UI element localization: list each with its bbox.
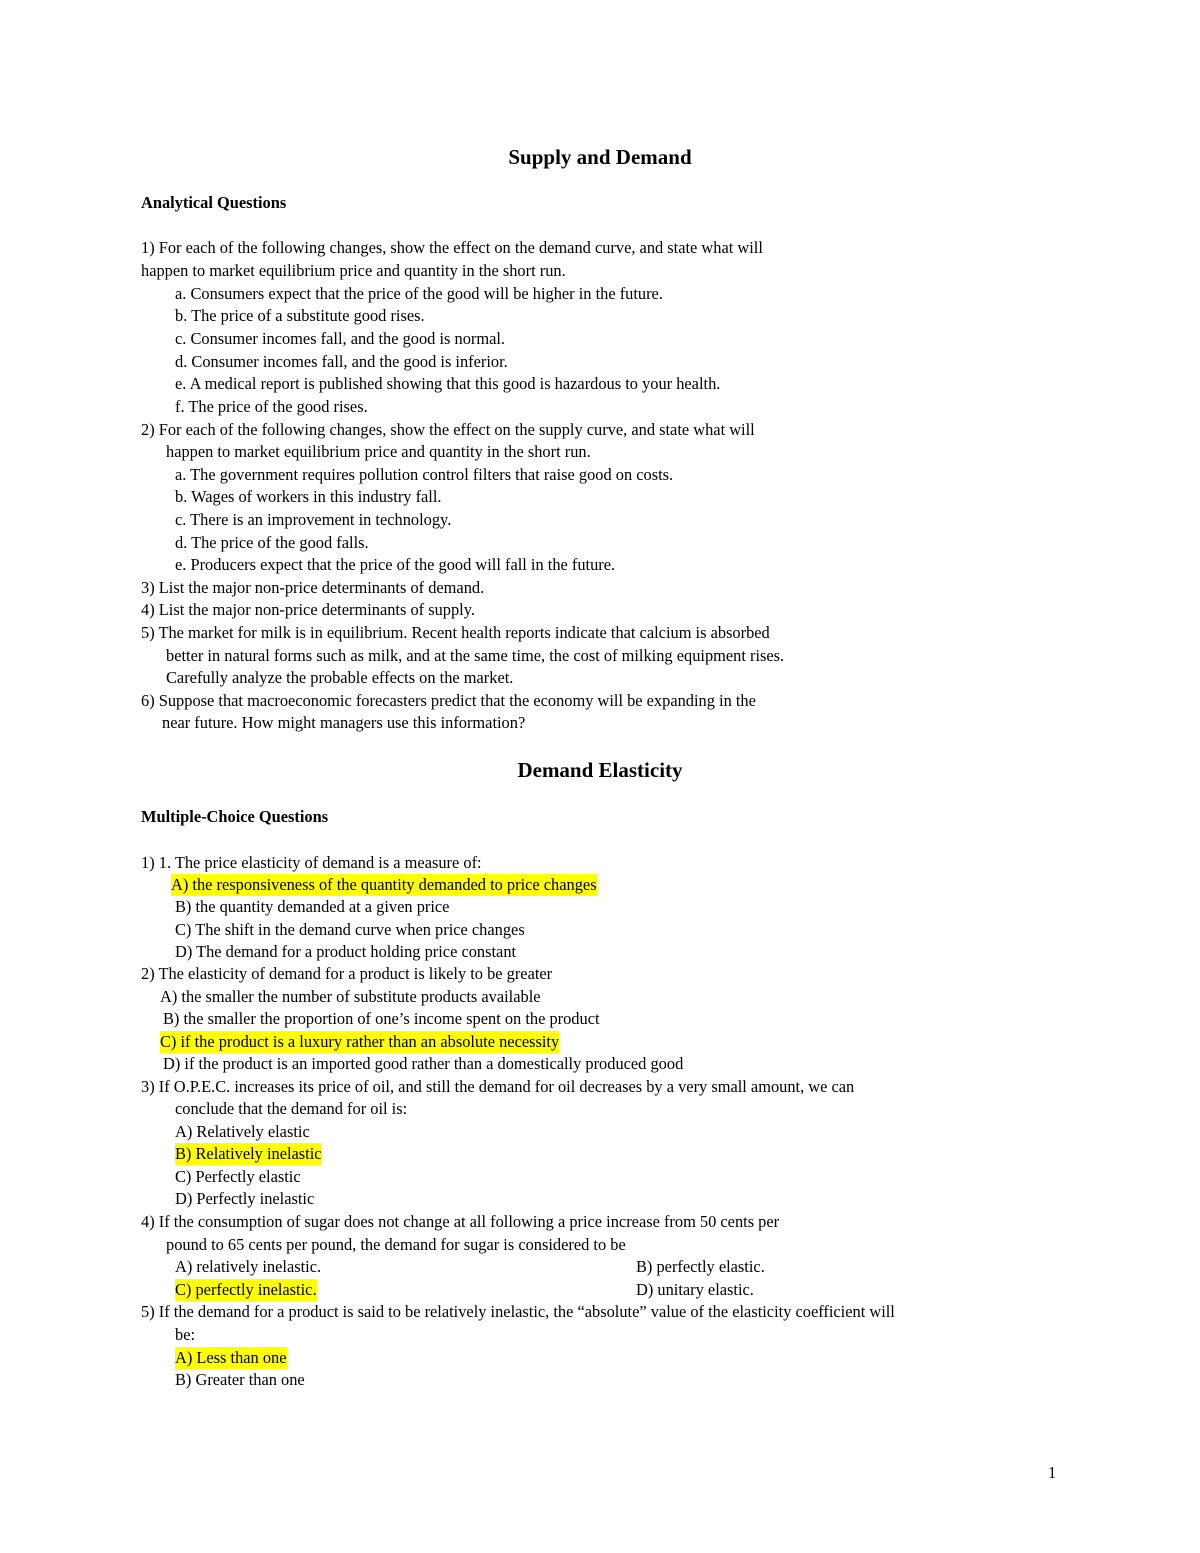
option-line: b. Wages of workers in this industry fall.: [175, 487, 442, 506]
question-line: near future. How might managers use this information?: [162, 713, 526, 732]
question-line: Carefully analyze the probable effects on the market.: [166, 668, 514, 687]
section-title-elasticity: Demand Elasticity: [517, 758, 683, 782]
option-line: d. Consumer incomes fall, and the good is inferior.: [175, 352, 508, 371]
question-line: 4) If the consumption of sugar does not change at all following a price increase from 50 cents per: [141, 1212, 780, 1231]
option-line: e. Producers expect that the price of the good will fall in the future.: [175, 555, 616, 574]
answer-highlighted: C) perfectly inelastic.: [175, 1280, 317, 1299]
option-line: B) perfectly elastic.: [636, 1257, 765, 1276]
question-line: 2) For each of the following changes, show the effect on the supply curve, and state what will: [141, 420, 755, 439]
option-line: B) the quantity demanded at a given price: [175, 897, 450, 916]
option-line: A) the smaller the number of substitute products available: [160, 987, 541, 1006]
option-line: D) The demand for a product holding price constant: [175, 942, 517, 961]
answer-highlighted: C) if the product is a luxury rather than an absolute necessity: [160, 1032, 560, 1051]
question-line: 5) The market for milk is in equilibrium. Recent health reports indicate that calcium is absorbed: [141, 623, 770, 642]
question-line: pound to 65 cents per pound, the demand for sugar is considered to be: [166, 1235, 626, 1254]
option-line: a. Consumers expect that the price of the good will be higher in the future.: [175, 284, 663, 303]
page-number: 1: [1048, 1463, 1057, 1482]
option-line: D) Perfectly inelastic: [175, 1189, 315, 1208]
answer-highlighted: A) the responsiveness of the quantity demanded to price changes: [171, 875, 597, 894]
question-line: happen to market equilibrium price and quantity in the short run.: [141, 261, 566, 280]
option-line: e. A medical report is published showing that this good is hazardous to your health.: [175, 374, 721, 393]
option-line: D) if the product is an imported good rather than a domestically produced good: [163, 1054, 684, 1073]
section-title-supply: Supply and Demand: [508, 145, 692, 169]
option-line: f. The price of the good rises.: [175, 397, 368, 416]
question-line: conclude that the demand for oil is:: [175, 1099, 408, 1118]
question-line: 1) 1. The price elasticity of demand is a measure of:: [141, 853, 482, 872]
question-line: better in natural forms such as milk, and at the same time, the cost of milking equipment rises.: [166, 646, 785, 665]
option-line: b. The price of a substitute good rises.: [175, 306, 425, 325]
option-line: d. The price of the good falls.: [175, 533, 369, 552]
section-subtitle-analytical: Analytical Questions: [141, 193, 287, 212]
question-line: 2) The elasticity of demand for a product is likely to be greater: [141, 964, 553, 983]
question-line: 6) Suppose that macroeconomic forecasters predict that the economy will be expanding in the: [141, 691, 756, 710]
question-line: 1) For each of the following changes, show the effect on the demand curve, and state what will: [141, 238, 763, 257]
question-line: happen to market equilibrium price and quantity in the short run.: [166, 442, 591, 461]
option-line: B) the smaller the proportion of one’s income spent on the product: [163, 1009, 600, 1028]
option-line: C) Perfectly elastic: [175, 1167, 301, 1186]
question-line: 3) If O.P.E.C. increases its price of oil, and still the demand for oil decreases by a very small amount, we can: [141, 1077, 855, 1096]
question-line: 5) If the demand for a product is said to be relatively inelastic, the “absolute” value of the elasticity coefficient will: [141, 1302, 895, 1321]
option-line: A) Relatively elastic: [175, 1122, 310, 1141]
answer-highlighted: B) Relatively inelastic: [175, 1144, 322, 1163]
answer-highlighted: A) Less than one: [175, 1348, 287, 1367]
option-line: c. Consumer incomes fall, and the good is normal.: [175, 329, 506, 348]
question-line: 4) List the major non-price determinants of supply.: [141, 600, 475, 619]
option-line: B) Greater than one: [175, 1370, 305, 1389]
question-line: be:: [175, 1325, 196, 1344]
option-line: D) unitary elastic.: [636, 1280, 754, 1299]
section-subtitle-multiple-choice: Multiple-Choice Questions: [141, 807, 329, 826]
option-line: A) relatively inelastic.: [175, 1257, 322, 1276]
option-line: c. There is an improvement in technology.: [175, 510, 452, 529]
option-line: a. The government requires pollution control filters that raise good on costs.: [175, 465, 674, 484]
question-line: 3) List the major non-price determinants of demand.: [141, 578, 485, 597]
option-line: C) The shift in the demand curve when price changes: [175, 920, 525, 939]
